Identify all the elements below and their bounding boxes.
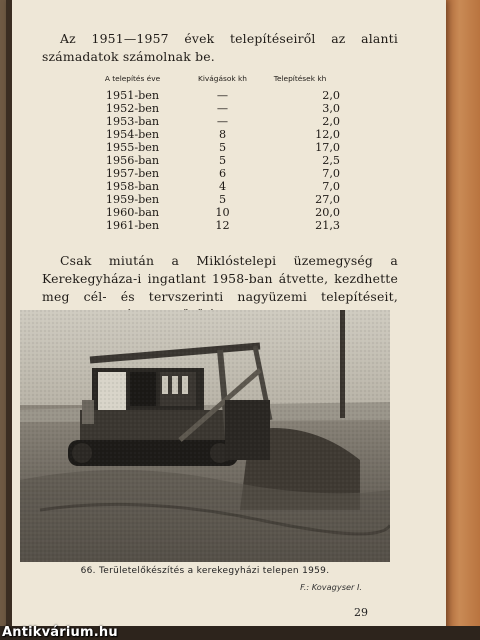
table-row [80, 89, 348, 102]
table-row [80, 206, 348, 219]
cell-cuts: 8 [218, 128, 227, 141]
cell-plantings: 20,0 [315, 206, 340, 219]
cell-year: 1952-ben [105, 102, 160, 115]
cell-year: 1959-ben [105, 193, 160, 206]
table-row [80, 167, 348, 180]
page-edge-shadow [6, 0, 12, 640]
table-row [80, 128, 348, 141]
cell-year: 1953-ban [105, 115, 160, 128]
table-row [80, 219, 348, 232]
table-body [80, 89, 348, 232]
cell-plantings: 27,0 [315, 193, 340, 206]
cell-plantings: 2,0 [322, 115, 340, 128]
photo-credit: F.: Kovagyser I. [300, 582, 362, 592]
planting-statistics-table [80, 74, 348, 232]
cell-plantings: 2,5 [322, 154, 340, 167]
column-header-year: A telepítés éve [104, 74, 161, 83]
cell-plantings: 21,3 [315, 219, 340, 232]
cell-cuts: 5 [218, 141, 227, 154]
cell-plantings: 17,0 [315, 141, 340, 154]
table-row [80, 193, 348, 206]
cell-plantings: 12,0 [315, 128, 340, 141]
cell-year: 1956-ban [105, 154, 160, 167]
book-page [6, 0, 446, 640]
cell-year: 1951-ben [105, 89, 160, 102]
cell-cuts: 5 [218, 154, 227, 167]
book-spine [446, 0, 480, 640]
cell-year: 1961-ben [105, 219, 160, 232]
table-row [80, 180, 348, 193]
table-row [80, 154, 348, 167]
cell-year: 1958-ban [105, 180, 160, 193]
intro-paragraph: Az 1951—1957 évek telepítéseiről az alanti számadatok számolnak be. [42, 31, 398, 64]
cell-year: 1955-ben [105, 141, 160, 154]
bulldozer-photo-illustration [20, 310, 390, 562]
page-number: 29 [354, 606, 368, 619]
cell-plantings: 7,0 [322, 167, 340, 180]
bulldozer-photograph [20, 310, 390, 562]
cell-plantings: 2,0 [322, 89, 340, 102]
body-paragraph: Csak miután a Miklóstelepi üzemegység a Kerekegyháza-i ingatlant 1958-ban átvette, kezdhette meg cél- és tervszerinti nagyüzemi telepítéseit, [42, 253, 398, 304]
cell-plantings: 3,0 [322, 102, 340, 115]
cell-cuts: 4 [218, 180, 227, 193]
cell-plantings: 7,0 [322, 180, 340, 193]
cell-cuts: — [216, 102, 229, 115]
column-header-plantings: Telepítések kh [273, 74, 327, 83]
cell-year: 1957-ben [105, 167, 160, 180]
cell-cuts: 6 [218, 167, 227, 180]
table-row [80, 141, 348, 154]
cell-cuts: 12 [215, 219, 230, 232]
table-row [80, 115, 348, 128]
cell-year: 1954-ben [105, 128, 160, 141]
cell-cuts: 5 [218, 193, 227, 206]
cell-year: 1960-ban [105, 206, 160, 219]
figure-caption: 66. Területelőkészítés a kerekegyházi telepen 1959. [80, 566, 330, 576]
column-header-cuts: Kivágások kh [198, 74, 247, 83]
table-row [80, 102, 348, 115]
table-header-row [80, 74, 348, 89]
watermark-logo: Antikvárium.hu [2, 625, 118, 640]
cell-cuts: — [216, 115, 229, 128]
cell-cuts: 10 [215, 206, 230, 219]
cell-cuts: — [216, 89, 229, 102]
